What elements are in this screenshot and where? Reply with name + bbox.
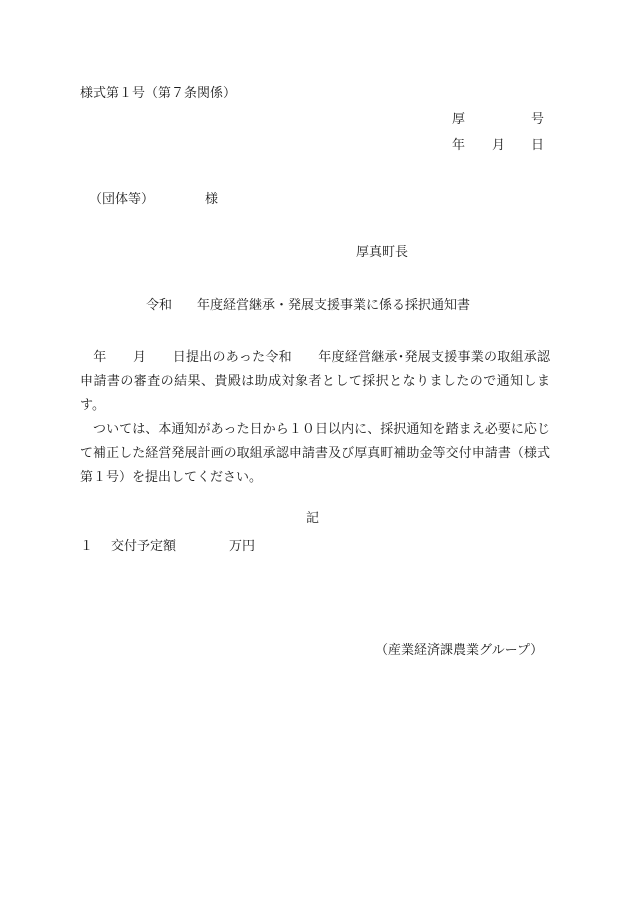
recipient-name: （団体等） [89, 192, 155, 207]
item-number: １ [80, 539, 94, 554]
body-paragraph-2: ついては、本通知があった日から１０日以内に、採択通知を踏まえ必要に応じて補正した経営発展計画の取組承認申請書及び厚真町補助金等交付申請書（様式第１号）を提出してください。 [80, 422, 550, 485]
body-text [80, 346, 550, 490]
date-day: 日 [531, 138, 545, 153]
department-name: （産業経済課農業グループ） [375, 643, 544, 658]
item-label: 交付予定額 [111, 539, 177, 554]
date-year: 年 [452, 138, 466, 153]
ki-heading: 記 [306, 511, 320, 526]
sender-name: 厚真町長 [356, 245, 409, 260]
date-month: 月 [492, 138, 506, 153]
recipient-honorific: 様 [205, 192, 219, 207]
title-era: 令和 [146, 298, 173, 313]
item-unit: 万円 [229, 539, 256, 554]
body-paragraph-1: 年 月 日提出のあった令和 年度経営継承･発展支援事業の取組承認申請書の審査の結果、貴殿は助成対象者として採択となりましたので通知します。 [80, 350, 550, 413]
document-number-prefix: 厚 [452, 112, 466, 127]
document-number-suffix: 号 [531, 112, 545, 127]
form-number: 様式第１号（第７条関係） [80, 86, 237, 101]
document-title: 年度経営継承・発展支援事業に係る採択通知書 [197, 298, 471, 313]
